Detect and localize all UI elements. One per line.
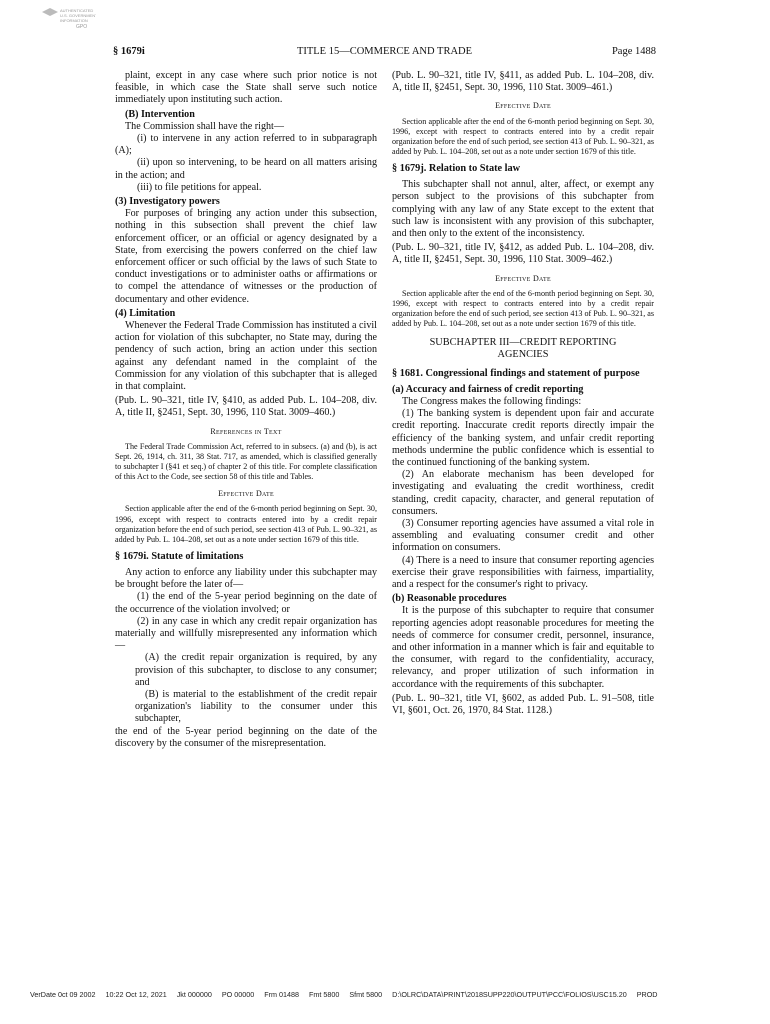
- seal-line-2: U.S. GOVERNMENT: [60, 13, 96, 18]
- paragraph: (1) the end of the 5-year period beginning on the date of the occurrence of the violation involved; or: [115, 591, 377, 615]
- footer-field: PROD: [636, 990, 658, 999]
- note-heading: Effective Date: [495, 273, 551, 283]
- seal-line-4: GPO: [76, 24, 88, 30]
- paragraph: (2) An elaborate mechanism has been developed for investigating and evaluating the credit worthiness, credit standing, credit capacity, character, and general reputation of consumers.: [392, 469, 654, 517]
- subchapter-title-line-1: SUBCHAPTER III—CREDIT REPORTING: [429, 337, 617, 349]
- footer-field: Frm 01488: [264, 990, 299, 999]
- paragraph: (B) is material to the establishment of the credit repair organization's liability to the consumer under this subchapter,: [135, 689, 377, 725]
- footer-field: D:\OLRC\DATA\PRINT\2018SUPP220\OUTPUT\PCC\FOLIOS\USC15.20: [392, 990, 627, 999]
- footer-field: VerDate 0ct 09 2002: [30, 990, 96, 999]
- citation: (Pub. L. 90–321, title VI, §602, as added Pub. L. 91–508, title VI, §601, Oct. 26, 1970, 84 Stat. 1128.): [392, 692, 654, 717]
- footer-field: Jkt 000000: [176, 990, 212, 999]
- paragraph: plaint, except in any case where such prior notice is not feasible, in which case the State shall serve such notice immediately upon instituting such action.: [115, 70, 377, 106]
- subsection-heading: (a) Accuracy and fairness of credit reporting: [392, 383, 584, 395]
- footer-field: Sfmt 5800: [349, 990, 383, 999]
- note: Section applicable after the end of the 6-month period beginning on Sept. 30, 1996, except with respect to contracts entered into by a credit repair organization before the end of such period, see section 413 of Pub. L. 90–321, as added by Pub. L. 104–208, set out as a note under section 1679 of this title.: [392, 116, 654, 156]
- paragraph: (A) the credit repair organization is required, by any provision of this subchapter, to disclose to any consumer; and: [135, 652, 377, 688]
- header-section: § 1679i: [113, 46, 145, 57]
- paragraph: (ii) upon so intervening, to be heard on all matters arising in the action; and: [115, 157, 377, 181]
- subsection-heading: (b) Reasonable procedures: [392, 593, 507, 605]
- subsection-heading: (3) Investigatory powers: [115, 196, 220, 208]
- citation: (Pub. L. 90–321, title IV, §412, as added Pub. L. 104–208, div. A, title II, §2451, Sept. 30, 1996, 110 Stat. 3009–462.): [392, 242, 654, 266]
- note: The Federal Trade Commission Act, referred to in subsecs. (a) and (b), is act Sept. 26, 1914, ch. 311, 38 Stat. 717, as amended, which is classified generally to subchapter I (§41 et seq.) of chapter 2 of this title. For complete classification of this Act to the Code, see section 58 of this title and Tables.: [115, 441, 377, 482]
- citation: (Pub. L. 90–321, title IV, §411, as added Pub. L. 104–208, div. A, title II, §2451, Sept. 30, 1996, 110 Stat. 3009–461.): [392, 70, 654, 94]
- paragraph: The Commission shall have the right—: [125, 120, 284, 132]
- paragraph: (4) There is a need to insure that consumer reporting agencies exercise their grave responsibilities with fairness, impartiality, and a respect for the consumer's right to privacy.: [392, 554, 654, 591]
- note-heading: Effective Date: [495, 101, 551, 111]
- left-column: [115, 70, 377, 750]
- footer-field: 10:22 Oct 12, 2021: [105, 990, 167, 999]
- subchapter-title-line-2: AGENCIES: [497, 349, 549, 361]
- subsection-heading: (B) Intervention: [125, 108, 195, 120]
- print-footer: [30, 990, 760, 999]
- note: Section applicable after the end of the 6-month period beginning on Sept. 30, 1996, except with respect to contracts entered into by a credit repair organization before the end of such period, see section 413 of Pub. L. 90–321, as added by Pub. L. 104–208, set out as a note under section 1679 of this title.: [115, 504, 377, 544]
- subsection-heading: (4) Limitation: [115, 307, 176, 319]
- paragraph: It is the purpose of this subchapter to require that consumer reporting agencies adopt reasonable procedures for meeting the needs of commerce for consumer credit, personnel, insurance, and other information in a manner which is fair and equitable to the consumer, with regard to the confidentiality, accuracy, relevancy, and proper utilization of such information in accordance with the requirements of this subchapter.: [392, 605, 654, 690]
- paragraph: (3) Consumer reporting agencies have assumed a vital role in assembling and evaluating consumer credit and other information on consumers.: [392, 518, 654, 554]
- footer-field: PO 00000: [221, 990, 255, 999]
- note-heading: References in Text: [210, 426, 282, 436]
- section-heading: § 1679i. Statute of limitations: [115, 550, 244, 562]
- seal-icon: [40, 6, 96, 32]
- paragraph: Whenever the Federal Trade Commission has instituted a civil action for violation of this subchapter, no State may, during the pendency of such action, bring an action under this section against any defendant named in the complaint of the Commission for any violation of this subchapter that is alleged in that complaint.: [115, 320, 377, 393]
- subchapter-heading: [392, 337, 654, 361]
- paragraph: (iii) to file petitions for appeal.: [137, 181, 262, 193]
- note: Section applicable after the end of the 6-month period beginning on Sept. 30, 1996, except with respect to contracts entered into by a credit repair organization before the end of such period, see section 413 of Pub. L. 90–321, as added by Pub. L. 104–208, set out as a note under section 1679 of this title.: [392, 288, 654, 329]
- seal-line-1: AUTHENTICATED: [60, 8, 94, 13]
- page-header: [113, 46, 656, 60]
- seal-line-3: INFORMATION: [60, 18, 88, 23]
- gpo-authentication-seal: [40, 6, 96, 32]
- section-heading: § 1681. Congressional findings and statement of purpose: [392, 367, 640, 379]
- header-page-number: Page 1488: [611, 46, 656, 57]
- note-heading: Effective Date: [218, 489, 274, 499]
- paragraph: Any action to enforce any liability under this subchapter may be brought before the later of—: [115, 567, 377, 591]
- paragraph: (1) The banking system is dependent upon fair and accurate credit reporting. Inaccurate credit reports directly impair the efficiency of the banking system, and unfair credit reporting methods undermine the public confidence which is essential to the continued functioning of the banking system.: [392, 408, 654, 469]
- paragraph: For purposes of bringing any action under this subsection, nothing in this subsection shall prevent the chief law enforcement officer, or an official or agency designated by a State, from exercising the powers conferred on the chief law enforcement officer or such official by the laws of such State to conduct investigations or to administer oaths or affirmations or to compel the attendance of witnesses or the production of documentary and other evidence.: [115, 208, 377, 305]
- paragraph: (2) in any case in which any credit repair organization has materially and willfully misrepresented any information which—: [115, 615, 377, 652]
- paragraph: The Congress makes the following findings:: [402, 396, 582, 407]
- paragraph: (i) to intervene in any action referred to in subparagraph (A);: [115, 133, 377, 157]
- header-title: TITLE 15—COMMERCE AND TRADE: [296, 46, 473, 57]
- paragraph: This subchapter shall not annul, alter, affect, or exempt any person subject to the provisions of this subchapter from complying with any law of any State except to the extent that such law is inconsistent with any provision of this subchapter, and then only to the extent of the inconsistency.: [392, 179, 654, 239]
- section-heading: § 1679j. Relation to State law: [392, 162, 521, 174]
- citation: (Pub. L. 90–321, title IV, §410, as added Pub. L. 104–208, div. A, title II, §2451, Sept. 30, 1996, 110 Stat. 3009–460.): [115, 395, 377, 419]
- footer-field: Fmt 5800: [309, 990, 340, 999]
- paragraph: the end of the 5-year period beginning on the date of the discovery by the consumer of the misrepresentation.: [115, 725, 377, 749]
- right-column: [392, 70, 654, 717]
